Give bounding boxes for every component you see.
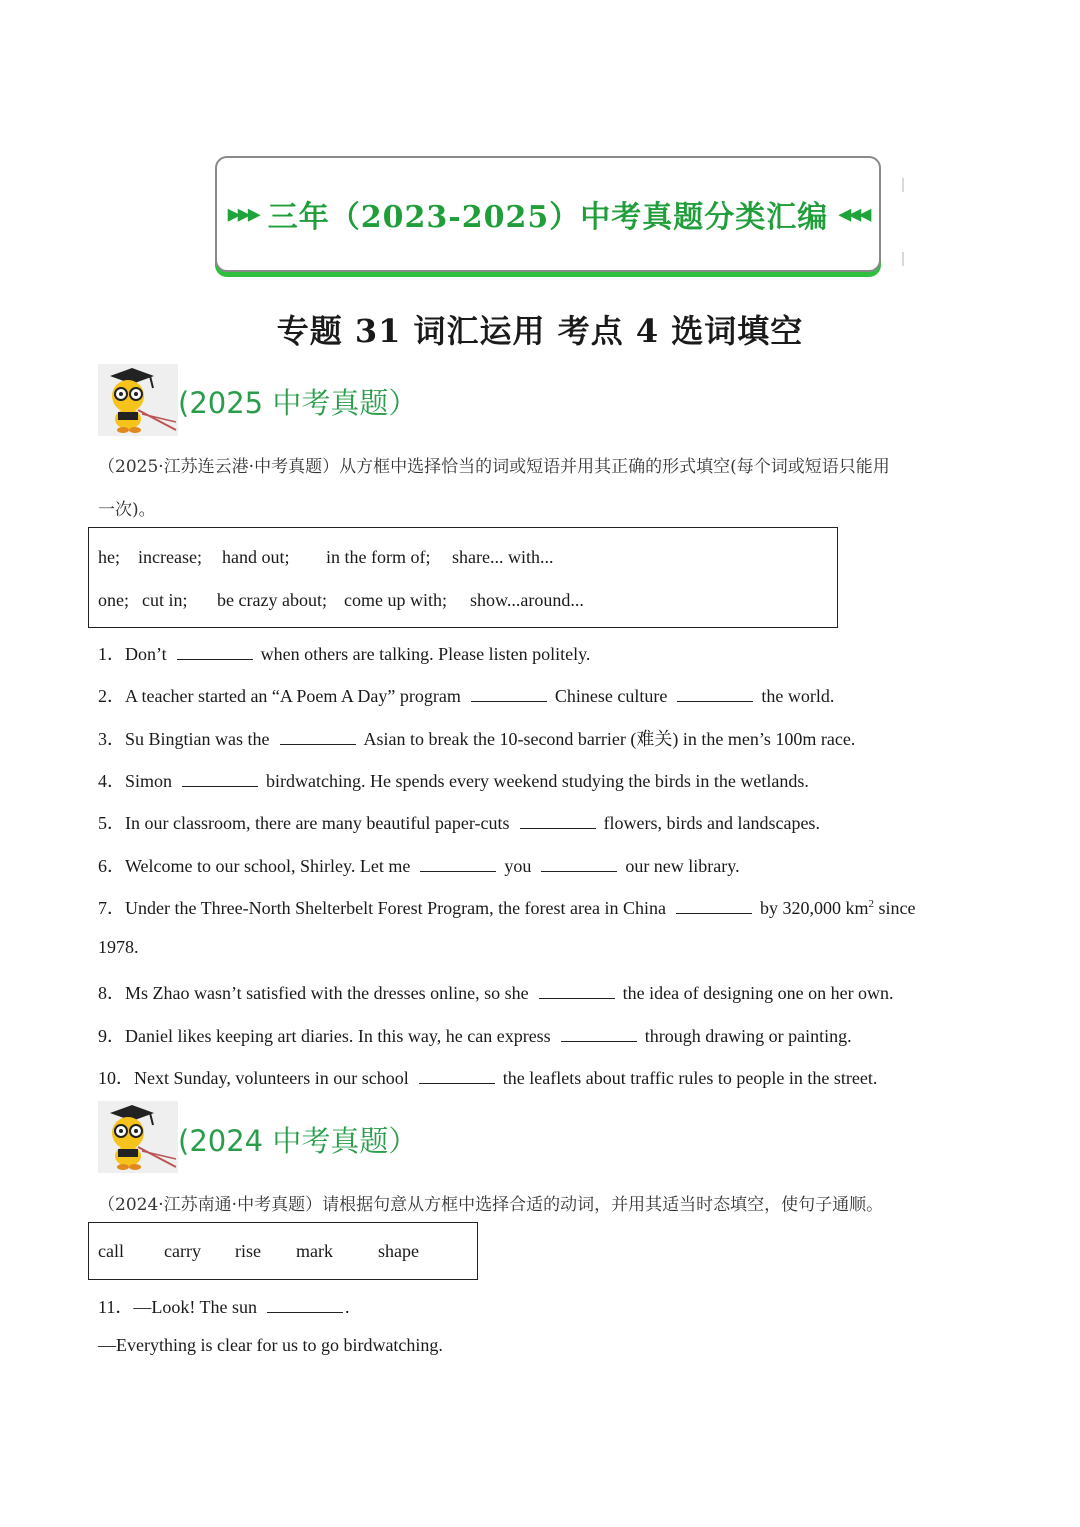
word-option: hand out;: [222, 547, 290, 567]
superscript: 2: [868, 898, 875, 910]
question-7-cont: 1978.: [98, 937, 139, 957]
question-number: 11．: [98, 1297, 134, 1317]
word-option: mark: [296, 1241, 333, 1261]
question-number: 2．: [98, 686, 125, 706]
question-text: A teacher started an “A Poem A Day” program: [125, 686, 461, 706]
question-number: 5．: [98, 813, 125, 833]
question-text: Su Bingtian was the: [125, 729, 270, 749]
question-text: Don’t: [125, 644, 167, 664]
question-text: Ms Zhao wasn’t satisfied with the dresses online, so she: [125, 983, 529, 1003]
word-option: carry: [164, 1241, 201, 1261]
question-text: when others are talking. Please listen politely.: [260, 644, 591, 664]
mascot-icon: [98, 364, 178, 436]
question-number: 4．: [98, 771, 125, 791]
answer-blank[interactable]: [520, 814, 596, 829]
question-text: the leaflets about traffic rules to people in the street.: [502, 1068, 878, 1088]
question-text: you: [504, 856, 532, 876]
question-number: 10．: [98, 1068, 134, 1088]
question-number: 6．: [98, 856, 125, 876]
question-2: [98, 682, 834, 708]
question-text: Asian to break the 10-second barrier (难关) in the men’s 100m race.: [363, 729, 856, 749]
question-4: [98, 767, 809, 793]
section-intro-cont: 一次)。: [98, 500, 156, 520]
question-text: birdwatching. He spends every weekend studying the birds in the wetlands.: [266, 771, 809, 791]
word-option: increase;: [138, 547, 202, 567]
answer-blank[interactable]: [280, 730, 356, 745]
question-8: [98, 979, 894, 1005]
question-number: 7．: [98, 898, 125, 918]
banner-tick: [902, 178, 904, 192]
word-option: he;: [98, 547, 120, 567]
question-number: 8．: [98, 983, 125, 1003]
answer-blank[interactable]: [177, 645, 253, 660]
page-title: 专题 31 词汇运用 考点 4 选词填空: [276, 312, 804, 350]
mascot-icon: [98, 1101, 178, 1173]
question-9: [98, 1022, 852, 1048]
word-option: share... with...: [452, 547, 554, 567]
question-text: the idea of designing one on her own.: [622, 983, 894, 1003]
question-number: 3．: [98, 729, 125, 749]
section-intro: （2024·江苏南通·中考真题）请根据句意从方框中选择合适的动词，并用其适当时态填空，使句子通顺。: [98, 1195, 884, 1215]
word-option: in the form of;: [326, 547, 431, 567]
word-option: rise: [235, 1241, 261, 1261]
word-option: call: [98, 1241, 124, 1261]
word-option: be crazy about;: [217, 590, 327, 610]
question-text: Under the Three-North Shelterbelt Forest Program, the forest area in China: [125, 898, 667, 918]
question-number: 9．: [98, 1026, 125, 1046]
question-5: [98, 809, 820, 835]
word-option: one;: [98, 590, 129, 610]
question-11-response: —Everything is clear for us to go birdwatching.: [98, 1335, 443, 1355]
banner-title: 三年（2023-2025）中考真题分类汇编: [267, 200, 829, 235]
question-text: .: [345, 1297, 350, 1317]
question-text: through drawing or painting.: [644, 1026, 852, 1046]
question-text: Daniel likes keeping art diaries. In this way, he can express: [125, 1026, 551, 1046]
answer-blank[interactable]: [676, 899, 752, 914]
question-1: [98, 640, 590, 666]
section-intro: （2025·江苏连云港·中考真题）从方框中选择恰当的词或短语并用其正确的形式填空(每个词或短语只能用: [98, 457, 890, 477]
left-arrows-icon: ◂◂◂: [838, 199, 869, 228]
word-box: [88, 527, 838, 628]
question-text: since: [874, 898, 916, 918]
question-number: 1．: [98, 644, 125, 664]
question-text: Chinese culture: [554, 686, 668, 706]
answer-blank[interactable]: [471, 687, 547, 702]
question-7: [98, 894, 916, 920]
question-11: [98, 1293, 350, 1319]
question-text: flowers, birds and landscapes.: [603, 813, 820, 833]
word-box: [88, 1222, 478, 1280]
question-text: —Look! The sun: [133, 1297, 257, 1317]
right-arrows-icon: ▸▸▸: [227, 199, 258, 228]
word-option: shape: [378, 1241, 419, 1261]
answer-blank[interactable]: [419, 1069, 495, 1084]
question-3: [98, 725, 855, 751]
answer-blank[interactable]: [267, 1298, 343, 1313]
answer-blank[interactable]: [539, 984, 615, 999]
question-10: [98, 1064, 877, 1090]
question-text: by 320,000 km: [760, 898, 869, 918]
word-option: cut in;: [142, 590, 188, 610]
question-text: the world.: [761, 686, 835, 706]
answer-blank[interactable]: [182, 772, 258, 787]
title-banner: [215, 156, 881, 272]
question-text: Simon: [125, 771, 173, 791]
section-heading-2025: (2025 中考真题）: [178, 386, 418, 420]
question-text: Welcome to our school, Shirley. Let me: [125, 856, 411, 876]
answer-blank[interactable]: [561, 1027, 637, 1042]
word-option: come up with;: [344, 590, 447, 610]
section-heading-2024: (2024 中考真题）: [178, 1124, 418, 1158]
answer-blank[interactable]: [420, 857, 496, 872]
question-text: Next Sunday, volunteers in our school: [134, 1068, 409, 1088]
question-text: our new library.: [625, 856, 740, 876]
question-text: In our classroom, there are many beautiful paper-cuts: [125, 813, 510, 833]
answer-blank[interactable]: [541, 857, 617, 872]
word-option: show...around...: [470, 590, 584, 610]
banner-tick: [902, 252, 904, 266]
answer-blank[interactable]: [677, 687, 753, 702]
question-6: [98, 852, 740, 878]
